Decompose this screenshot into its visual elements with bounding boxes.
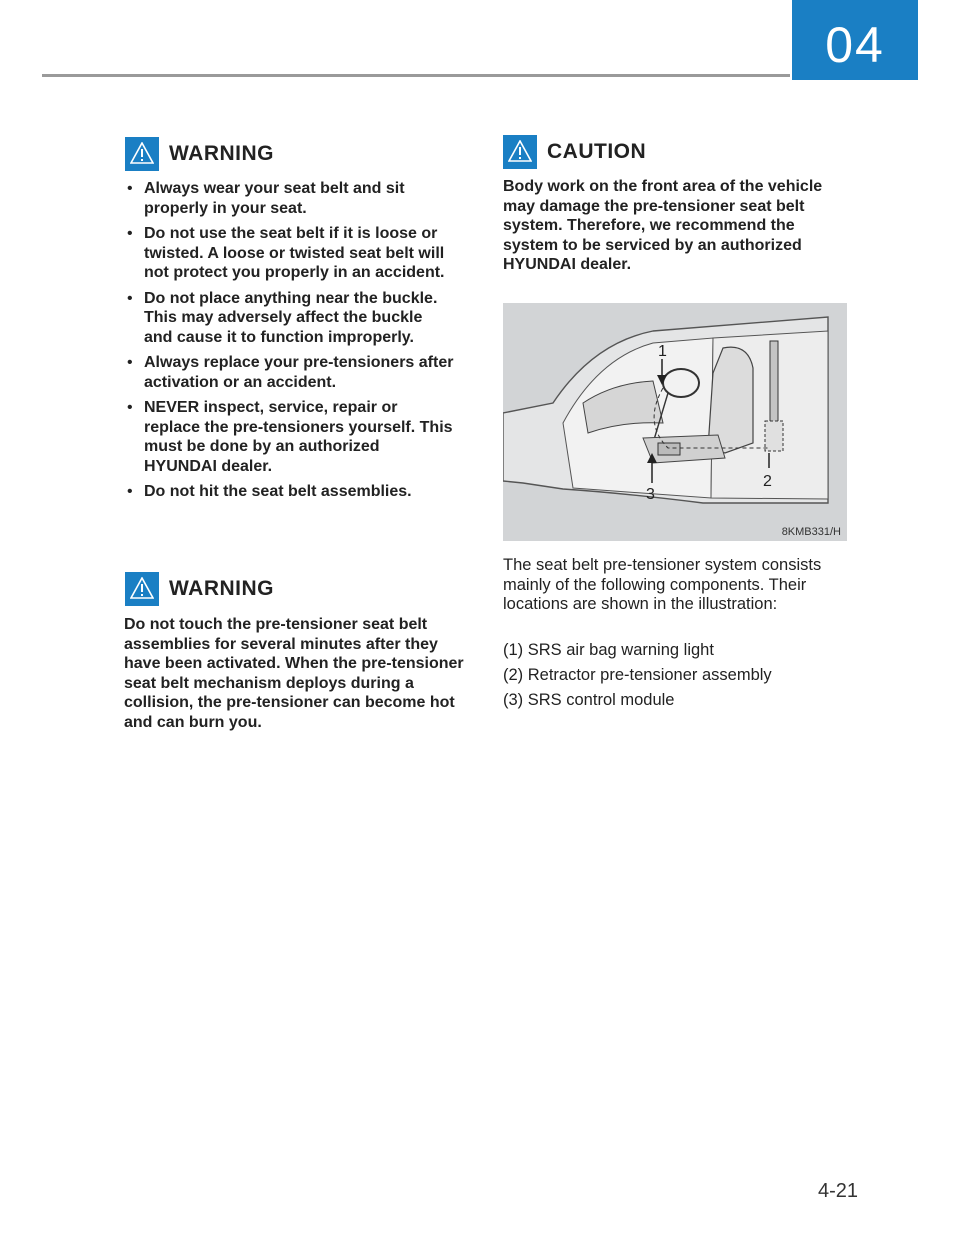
list-item: • Do not hit the seat belt assemblies.	[124, 482, 454, 502]
warning-header-1	[125, 137, 274, 171]
component-item: (3) SRS control module	[503, 691, 675, 709]
warning-icon	[125, 572, 159, 606]
callout-1: 1	[658, 343, 667, 360]
warning-text: Do not touch the pre-tensioner seat belt assemblies for several minutes after they have been activated. When the pre-tensioner seat belt mechanism deploys during a collision, the pre-tensioner can become hot and can burn you.	[124, 616, 464, 731]
component-item: (2) Retractor pre-tensioner assembly	[503, 666, 772, 684]
page-number: 4-21	[818, 1180, 859, 1202]
caution-header	[503, 135, 646, 169]
warning-list	[124, 179, 454, 508]
car-interior-drawing	[503, 303, 847, 541]
list-item: • Always replace your pre-tensioners after activation or an accident.	[124, 353, 454, 392]
caution-title: CAUTION	[547, 140, 647, 163]
caution-icon	[503, 135, 537, 169]
warning-title: WARNING	[169, 577, 274, 600]
figure-code: 8KMB331/H	[781, 526, 841, 538]
list-item: • NEVER inspect, service, repair or replace the pre-tensioners yourself. This must be done by an authorized HYUNDAI dealer.	[124, 398, 454, 476]
warning-icon	[125, 137, 159, 171]
list-item: • Always wear your seat belt and sit properly in your seat.	[124, 179, 454, 218]
intro-text: The seat belt pre-tensioner system consists mainly of the following components. Their locations are shown in the illustration:	[503, 556, 822, 613]
car-interior-illustration	[503, 303, 847, 541]
warning-header-2	[125, 572, 274, 606]
callout-3: 3	[646, 486, 655, 503]
header-rule	[42, 74, 790, 77]
list-item: • Do not use the seat belt if it is loose or twisted. A loose or twisted seat belt will not protect you properly in an accident.	[124, 224, 454, 283]
chapter-tab: 04	[792, 0, 918, 80]
warning-title: WARNING	[169, 142, 274, 165]
caution-text: Body work on the front area of the vehicle may damage the pre-tensioner seat belt system. Therefore, we recommend the system to be serviced by an authorized HYUNDAI dealer.	[503, 178, 823, 273]
callout-2: 2	[763, 473, 772, 490]
component-item: (1) SRS air bag warning light	[503, 641, 714, 659]
list-item: • Do not place anything near the buckle. This may adversely affect the buckle and cause it to function improperly.	[124, 289, 454, 348]
